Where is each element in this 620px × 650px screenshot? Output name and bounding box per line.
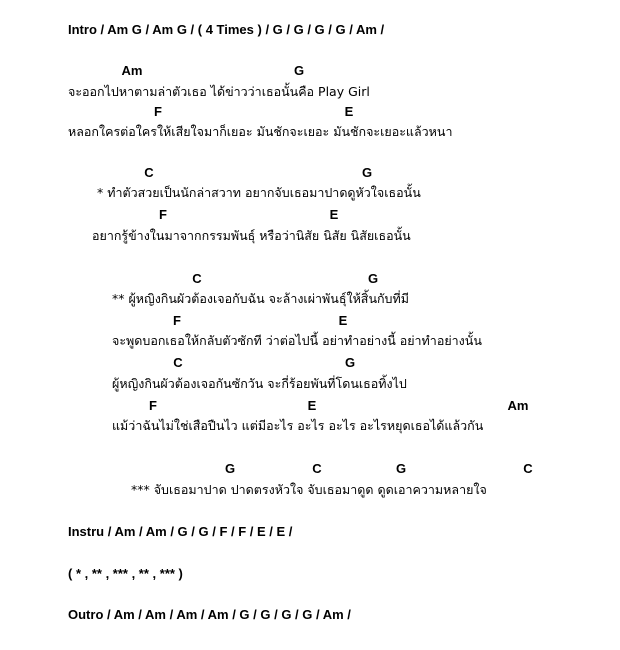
chord: Am xyxy=(507,398,529,413)
instru-line: Instru / Am / Am / G / G / F / F / E / E / xyxy=(68,524,293,539)
lyric-line: จะพูดบอกเธอให้กลับตัวซักที ว่าต่อไปนี้ อย่าทำอย่างนี้ อย่าทำอย่างนั้น xyxy=(112,333,482,348)
chord: F xyxy=(159,207,167,222)
chord: G xyxy=(361,165,373,180)
chord: C xyxy=(523,461,533,476)
lyric-line: * ทำตัวสวยเป็นนักล่าสวาท อยากจับเธอมาปาดดูหัวใจเธอนั้น xyxy=(97,185,421,200)
chord: G xyxy=(293,63,305,78)
chord: F xyxy=(154,104,162,119)
chord: Am xyxy=(121,63,143,78)
chord: F xyxy=(173,313,181,328)
chord: C xyxy=(312,461,322,476)
lyric-line: ** ผู้หญิงกินผัวต้องเจอกับฉัน จะล้างเผ่าพันธุ์ให้สิ้นกับที่มี xyxy=(112,291,409,306)
chord: C xyxy=(144,165,154,180)
lyric-line: จะออกไปหาตามล่าตัวเธอ ได้ข่าวว่าเธอนั้นคือ Play Girl xyxy=(68,84,370,99)
chord: G xyxy=(224,461,236,476)
lyric-line: อยากรู้ข้างในมาจากกรรมพันธุ์ หรือว่านิสัย นิสัย นิสัยเธอนั้น xyxy=(92,228,411,243)
chord: F xyxy=(149,398,157,413)
chord: G xyxy=(344,355,356,370)
chord: E xyxy=(344,104,354,119)
lyric-line: แม้ว่าฉันไม่ใช่เสือปืนไว แต่มีอะไร อะไร อะไร อะไรหยุดเธอได้แล้วกัน xyxy=(112,418,484,433)
lyric-line: หลอกใครต่อใครให้เสียใจมาก็เยอะ มันชักจะเยอะ มันชักจะเยอะแล้วหนา xyxy=(68,124,453,139)
chord: C xyxy=(173,355,183,370)
chord: E xyxy=(329,207,339,222)
chord: E xyxy=(307,398,317,413)
repeat-line: ( * , ** , *** , ** , *** ) xyxy=(68,566,183,581)
lyric-line: *** จับเธอมาปาด ปาดตรงหัวใจ จับเธอมาดูด ดูดเอาความหลายใจ xyxy=(131,482,487,497)
chord: G xyxy=(367,271,379,286)
intro-line: Intro / Am G / Am G / ( 4 Times ) / G / G / G / G / Am / xyxy=(68,22,385,37)
lyric-line: ผู้หญิงกินผัวต้องเจอกันซักวัน จะกี่ร้อยพันที่โดนเธอทิ้งไป xyxy=(112,376,407,391)
chord: E xyxy=(338,313,348,328)
chord: G xyxy=(395,461,407,476)
chord: C xyxy=(192,271,202,286)
outro-line: Outro / Am / Am / Am / Am / G / G / G / G / Am / xyxy=(68,607,351,622)
